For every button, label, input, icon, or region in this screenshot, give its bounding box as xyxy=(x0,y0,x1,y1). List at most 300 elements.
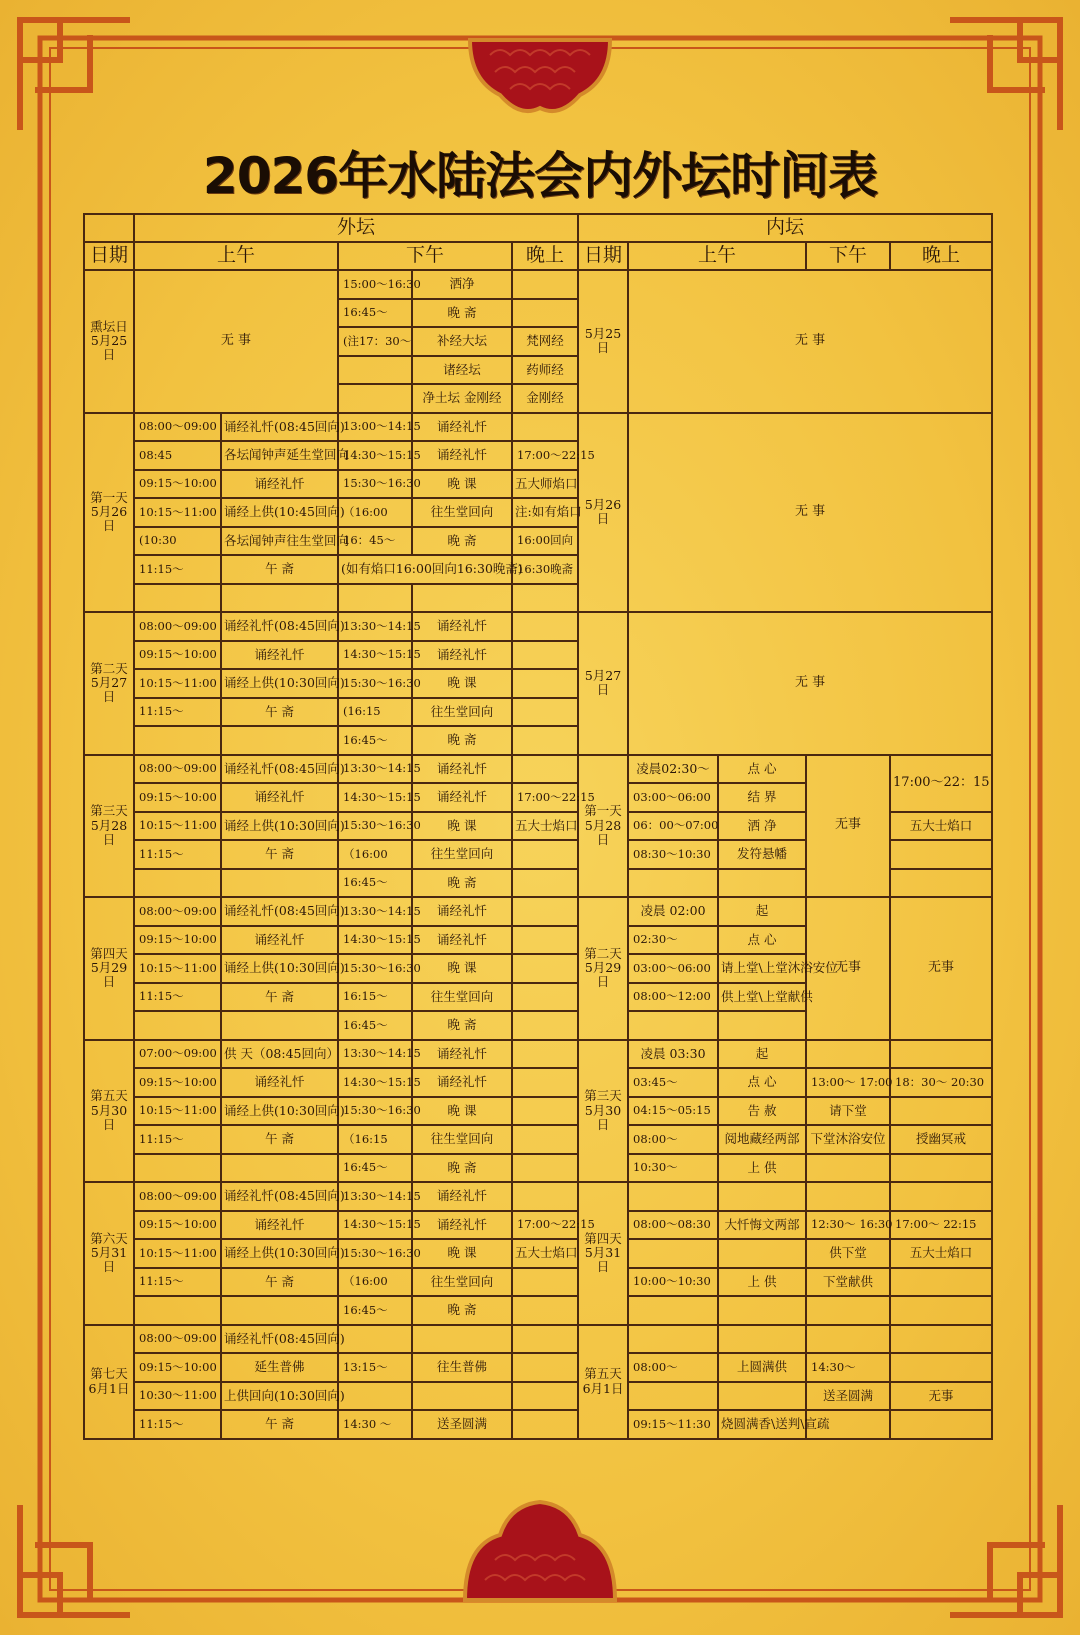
activity-cell: 诵经礼忏 xyxy=(412,755,512,784)
activity-cell: 往生堂回向 xyxy=(412,983,512,1012)
activity-cell xyxy=(806,1296,890,1325)
time-cell: 17:00～22:15 xyxy=(512,1211,578,1240)
schedule-row xyxy=(84,270,992,299)
time-cell: 11:15～ xyxy=(134,1268,221,1297)
activity-cell xyxy=(806,1154,890,1183)
activity-cell: 无事 xyxy=(806,897,890,1040)
activity-cell: 诵经礼忏(08:45回向) xyxy=(221,612,338,641)
activity-cell xyxy=(806,1040,890,1069)
time-cell: 08:00～09:00 xyxy=(134,1182,221,1211)
inner-evening-header: 晚上 xyxy=(890,242,992,270)
activity-cell xyxy=(134,584,221,613)
activity-cell xyxy=(512,299,578,328)
time-cell: 17:00～22:15 xyxy=(512,783,578,812)
inner-date-header: 日期 xyxy=(578,242,628,270)
date-cell: 第一天 5月26日 xyxy=(84,413,134,613)
activity-cell: 诵经礼忏 xyxy=(412,441,512,470)
activity-cell xyxy=(890,840,992,869)
time-cell: 10:15～11:00 xyxy=(134,1097,221,1126)
activity-cell xyxy=(134,1296,221,1325)
activity-cell: 诵经礼忏(08:45回向) xyxy=(221,1182,338,1211)
time-cell: （16:00 xyxy=(338,1268,412,1297)
activity-cell: 阅地藏经两部 xyxy=(718,1125,806,1154)
date-cell: 熏坛日 5月25日 xyxy=(84,270,134,413)
activity-cell: 午 斋 xyxy=(221,555,338,584)
schedule-table xyxy=(83,213,993,1440)
time-cell: 15:00～16:30 xyxy=(338,270,412,299)
activity-cell xyxy=(718,869,806,898)
activity-cell xyxy=(134,1154,221,1183)
time-cell: 08:45 xyxy=(134,441,221,470)
time-cell: 14:30～15:15 xyxy=(338,641,412,670)
time-cell: 11:15～ xyxy=(134,1410,221,1439)
time-cell: 10:15～11:00 xyxy=(134,669,221,698)
activity-cell: 供 天（08:45回向） xyxy=(221,1040,338,1069)
activity-cell: 凌晨 02:00 xyxy=(628,897,718,926)
activity-cell xyxy=(512,726,578,755)
activity-cell xyxy=(890,869,992,898)
activity-cell: 金刚经 xyxy=(512,384,578,413)
activity-cell: 晚 斋 xyxy=(412,299,512,328)
activity-cell xyxy=(338,1325,412,1354)
activity-cell: 晚 课 xyxy=(412,669,512,698)
time-cell: 18：30～ 20:30 xyxy=(890,1068,992,1097)
activity-cell xyxy=(512,954,578,983)
activity-cell: 晚 斋 xyxy=(412,1154,512,1183)
activity-cell xyxy=(628,1239,718,1268)
activity-cell xyxy=(512,983,578,1012)
activity-cell: 上圆满供 xyxy=(718,1353,806,1382)
activity-cell xyxy=(412,1325,512,1354)
activity-cell: 午 斋 xyxy=(221,1125,338,1154)
time-cell: 10:15～11:00 xyxy=(134,498,221,527)
activity-cell: 净土坛 金刚经 xyxy=(412,384,512,413)
activity-cell: 五大士焰口 xyxy=(512,812,578,841)
time-cell: 08:00～12:00 xyxy=(628,983,718,1012)
activity-cell: 结 界 xyxy=(718,783,806,812)
date-cell: 第五天 5月30日 xyxy=(84,1040,134,1183)
activity-cell: 诵经礼忏 xyxy=(412,1211,512,1240)
activity-cell xyxy=(221,869,338,898)
time-cell: 13:15～ xyxy=(338,1353,412,1382)
activity-cell: 五大士焰口 xyxy=(890,1239,992,1268)
activity-cell xyxy=(512,698,578,727)
activity-cell xyxy=(221,1296,338,1325)
activity-cell: 往生堂回向 xyxy=(412,698,512,727)
activity-cell xyxy=(512,1268,578,1297)
activity-cell: 诵经礼忏 xyxy=(221,641,338,670)
time-cell: 11:15～ xyxy=(134,555,221,584)
activity-cell xyxy=(512,669,578,698)
activity-cell: 诵经上供(10:30回向) xyxy=(221,1097,338,1126)
activity-cell xyxy=(890,1410,992,1439)
time-cell: 10:00～10:30 xyxy=(628,1268,718,1297)
schedule-row xyxy=(84,1182,992,1211)
activity-cell: 供上堂\上堂献供 xyxy=(718,983,806,1012)
outer-altar-header: 外坛 xyxy=(134,214,578,242)
time-cell: 14:30～15:15 xyxy=(338,1211,412,1240)
time-cell: 10:15～11:00 xyxy=(134,812,221,841)
date-cell: 第三天 5月28日 xyxy=(84,755,134,898)
activity-cell: 告 赦 xyxy=(718,1097,806,1126)
activity-cell xyxy=(338,584,412,613)
activity-cell: 午 斋 xyxy=(221,1410,338,1439)
schedule-row xyxy=(84,755,992,784)
time-cell: 13:00～14:15 xyxy=(338,413,412,442)
activity-cell xyxy=(718,1011,806,1040)
activity-cell: 各坛闻钟声延生堂回向 xyxy=(221,441,338,470)
activity-cell: 烧圆满香\送判\宣疏 xyxy=(718,1410,806,1439)
activity-cell: 往生堂回向 xyxy=(412,498,512,527)
activity-cell xyxy=(221,1011,338,1040)
activity-cell xyxy=(512,413,578,442)
activity-cell: 诵经上供(10:30回向) xyxy=(221,669,338,698)
activity-cell: 诵经礼忏(08:45回向) xyxy=(221,1325,338,1354)
date-cell: 第七天 6月1日 xyxy=(84,1325,134,1439)
activity-cell: 诵经礼忏 xyxy=(412,612,512,641)
time-cell: 08:00～09:00 xyxy=(134,612,221,641)
activity-cell: 往生堂回向 xyxy=(412,1125,512,1154)
activity-cell xyxy=(134,869,221,898)
activity-cell: 请上堂\上堂沐浴安位 xyxy=(718,954,806,983)
activity-cell xyxy=(512,1154,578,1183)
time-cell: 13:30～14:15 xyxy=(338,1182,412,1211)
time-cell: 13:30～14:15 xyxy=(338,897,412,926)
outer-evening-header: 晚上 xyxy=(512,242,578,270)
activity-cell xyxy=(718,1296,806,1325)
activity-cell: 无 事 xyxy=(628,270,992,413)
activity-cell: 晚 课 xyxy=(412,1097,512,1126)
activity-cell: 上 供 xyxy=(718,1268,806,1297)
time-cell: 14:30～15:15 xyxy=(338,783,412,812)
time-cell: 13:30～14:15 xyxy=(338,612,412,641)
activity-cell: 晚 斋 xyxy=(412,869,512,898)
inner-afternoon-header: 下午 xyxy=(806,242,890,270)
activity-cell xyxy=(628,1296,718,1325)
time-cell: 09:15～10:00 xyxy=(134,926,221,955)
activity-cell xyxy=(890,1353,992,1382)
activity-cell: 请下堂 xyxy=(806,1097,890,1126)
activity-cell: 晚 斋 xyxy=(412,1296,512,1325)
activity-cell: 诵经礼忏 xyxy=(221,926,338,955)
schedule-row xyxy=(84,1410,992,1439)
activity-cell: 无事 xyxy=(890,1382,992,1411)
activity-cell: 往生堂回向 xyxy=(412,1268,512,1297)
schedule-row xyxy=(84,1325,992,1354)
activity-cell: 药师经 xyxy=(512,356,578,385)
time-cell: 09:15～10:00 xyxy=(134,1068,221,1097)
activity-cell xyxy=(628,1182,718,1211)
activity-cell: 诵经上供(10:30回向) xyxy=(221,954,338,983)
activity-cell: 诵经礼忏 xyxy=(221,470,338,499)
inner-morning-header: 上午 xyxy=(628,242,806,270)
cloud-ornament-bottom-icon xyxy=(465,1502,615,1600)
activity-cell: 诵经礼忏 xyxy=(412,897,512,926)
activity-cell: 晚 课 xyxy=(412,1239,512,1268)
activity-cell xyxy=(890,1268,992,1297)
outer-date-header: 日期 xyxy=(84,242,134,270)
time-cell: (10:30 xyxy=(134,527,221,556)
activity-cell: 诵经上供(10:30回向) xyxy=(221,812,338,841)
activity-cell: 午 斋 xyxy=(221,698,338,727)
time-cell: 15:30～16:30 xyxy=(338,954,412,983)
inner-altar-header: 内坛 xyxy=(578,214,992,242)
activity-cell: 补经大坛 xyxy=(412,327,512,356)
activity-cell xyxy=(512,869,578,898)
activity-cell: 凌晨02:30～ xyxy=(628,755,718,784)
time-cell: 15:30～16:30 xyxy=(338,470,412,499)
schedule-row xyxy=(84,1097,992,1126)
time-cell: (注17：30～ xyxy=(338,327,412,356)
activity-cell: 诵经礼忏 xyxy=(412,1040,512,1069)
activity-cell xyxy=(512,755,578,784)
activity-cell xyxy=(512,1068,578,1097)
activity-cell xyxy=(890,1154,992,1183)
outer-morning-header: 上午 xyxy=(134,242,338,270)
time-cell: 16:45～ xyxy=(338,869,412,898)
activity-cell: 梵网经 xyxy=(512,327,578,356)
activity-cell xyxy=(628,869,718,898)
schedule-row xyxy=(84,1239,992,1268)
cloud-ornament-top-icon xyxy=(470,40,610,111)
time-cell: 15:30～16:30 xyxy=(338,1239,412,1268)
time-cell: 14:30～15:15 xyxy=(338,1068,412,1097)
activity-cell: 上供回向(10:30回向) xyxy=(221,1382,338,1411)
activity-cell xyxy=(221,1154,338,1183)
date-cell: 5月25日 xyxy=(578,270,628,413)
activity-cell: 午 斋 xyxy=(221,1268,338,1297)
time-cell: 16:45～ xyxy=(338,1011,412,1040)
activity-cell xyxy=(221,726,338,755)
activity-cell xyxy=(806,1182,890,1211)
activity-cell xyxy=(338,384,412,413)
activity-cell xyxy=(890,1097,992,1126)
activity-cell xyxy=(628,1382,718,1411)
activity-cell: 延生普佛 xyxy=(221,1353,338,1382)
time-cell: 16:45～ xyxy=(338,726,412,755)
activity-cell xyxy=(512,1011,578,1040)
activity-cell xyxy=(338,1382,412,1411)
time-cell: 06：00～07:00 xyxy=(628,812,718,841)
activity-cell xyxy=(512,612,578,641)
time-cell: 16:45～ xyxy=(338,1296,412,1325)
activity-cell xyxy=(718,1239,806,1268)
activity-cell: 诵经礼忏(08:45回向) xyxy=(221,413,338,442)
column-header-row xyxy=(84,242,992,270)
activity-cell: 诵经礼忏 xyxy=(412,1182,512,1211)
activity-cell xyxy=(512,1040,578,1069)
schedule-row xyxy=(84,1154,992,1183)
activity-cell: 无 事 xyxy=(134,270,338,413)
time-cell: 11:15～ xyxy=(134,698,221,727)
activity-cell: 下堂沐浴安位 xyxy=(806,1125,890,1154)
activity-cell xyxy=(512,1182,578,1211)
date-cell: 第三天 5月30日 xyxy=(578,1040,628,1183)
activity-cell: 诵经上供(10:45回向) xyxy=(221,498,338,527)
activity-cell xyxy=(890,1296,992,1325)
activity-cell: 诵经礼忏 xyxy=(412,641,512,670)
activity-cell: 起 xyxy=(718,897,806,926)
time-cell: 03:45～ xyxy=(628,1068,718,1097)
activity-cell: 无事 xyxy=(806,755,890,898)
outer-afternoon-header: 下午 xyxy=(338,242,512,270)
activity-cell xyxy=(512,641,578,670)
activity-cell: 晚 课 xyxy=(412,470,512,499)
time-cell: 14:30 ～ xyxy=(338,1410,412,1439)
schedule-row xyxy=(84,1296,992,1325)
activity-cell: 发符悬幡 xyxy=(718,840,806,869)
time-cell: 16：45～ xyxy=(338,527,412,556)
time-cell: 10:15～11:00 xyxy=(134,1239,221,1268)
activity-cell: 无 事 xyxy=(628,612,992,755)
time-cell: 09:15～11:30 xyxy=(628,1410,718,1439)
activity-cell: (如有焰口16:00回向16:30晚斋) xyxy=(338,555,512,584)
activity-cell xyxy=(338,356,412,385)
time-cell: 10:30～ xyxy=(628,1154,718,1183)
activity-cell xyxy=(890,1040,992,1069)
time-cell: 13:30～14:15 xyxy=(338,1040,412,1069)
activity-cell: 晚 斋 xyxy=(412,527,512,556)
activity-cell xyxy=(512,270,578,299)
date-cell: 5月26日 xyxy=(578,413,628,613)
activity-cell: 送圣圆满 xyxy=(412,1410,512,1439)
time-cell: 11:15～ xyxy=(134,1125,221,1154)
time-cell: 08:00～08:30 xyxy=(628,1211,718,1240)
activity-cell: 点 心 xyxy=(718,926,806,955)
activity-cell: 大忏悔文两部 xyxy=(718,1211,806,1240)
schedule-row xyxy=(84,612,992,641)
activity-cell xyxy=(718,1182,806,1211)
time-cell: 08:00～ xyxy=(628,1353,718,1382)
activity-cell: 送圣圆满 xyxy=(806,1382,890,1411)
time-cell: 03:00～06:00 xyxy=(628,954,718,983)
date-cell: 第二天 5月29日 xyxy=(578,897,628,1040)
activity-cell: 点 心 xyxy=(718,755,806,784)
schedule-row xyxy=(84,1125,992,1154)
time-cell: 13:00～ 17:00 xyxy=(806,1068,890,1097)
schedule-row xyxy=(84,1268,992,1297)
time-cell: 17:00～22:15 xyxy=(512,441,578,470)
activity-cell xyxy=(806,1325,890,1354)
time-cell: 09:15～10:00 xyxy=(134,783,221,812)
time-cell: 10:30～11:00 xyxy=(134,1382,221,1411)
schedule-row xyxy=(84,1353,992,1382)
activity-cell: 往生堂回向 xyxy=(412,840,512,869)
date-cell: 第五天 6月1日 xyxy=(578,1325,628,1439)
activity-cell: 诵经礼忏 xyxy=(412,783,512,812)
activity-cell: 午 斋 xyxy=(221,983,338,1012)
activity-cell xyxy=(512,926,578,955)
schedule-row xyxy=(84,897,992,926)
time-cell: 08:00～ xyxy=(628,1125,718,1154)
date-cell: 第四天 5月31日 xyxy=(578,1182,628,1325)
activity-cell: 供下堂 xyxy=(806,1239,890,1268)
time-cell: 15:30～16:30 xyxy=(338,1097,412,1126)
activity-cell: 注:如有焰口 xyxy=(512,498,578,527)
schedule-row xyxy=(84,1382,992,1411)
activity-cell: 诸经坛 xyxy=(412,356,512,385)
activity-cell: 无 事 xyxy=(628,413,992,613)
schedule-row xyxy=(84,1040,992,1069)
activity-cell: 下堂献供 xyxy=(806,1268,890,1297)
time-cell: 03:00～06:00 xyxy=(628,783,718,812)
time-cell: 08:00～09:00 xyxy=(134,413,221,442)
corner-cell xyxy=(84,214,134,242)
time-cell: 07:00～09:00 xyxy=(134,1040,221,1069)
activity-cell: 五大士焰口 xyxy=(890,812,992,841)
time-cell: （16:15 xyxy=(338,1125,412,1154)
date-cell: 第四天 5月29日 xyxy=(84,897,134,1040)
time-cell: 14:30～15:15 xyxy=(338,926,412,955)
activity-cell: 诵经礼忏 xyxy=(221,783,338,812)
activity-cell xyxy=(134,1011,221,1040)
time-cell: 15:30～16:30 xyxy=(338,669,412,698)
time-cell: 15:30～16:30 xyxy=(338,812,412,841)
activity-cell xyxy=(512,897,578,926)
time-cell: 14:30～ xyxy=(806,1353,890,1382)
activity-cell xyxy=(512,1125,578,1154)
activity-cell: 晚 斋 xyxy=(412,726,512,755)
time-cell: 13:30～14:15 xyxy=(338,755,412,784)
schedule-row xyxy=(84,1068,992,1097)
activity-cell: 晚 课 xyxy=(412,812,512,841)
time-cell: 16:15～ xyxy=(338,983,412,1012)
time-cell: 16:30晚斋 xyxy=(512,555,578,584)
activity-cell xyxy=(512,1353,578,1382)
activity-cell xyxy=(628,1011,718,1040)
time-cell: 16:45～ xyxy=(338,299,412,328)
activity-cell xyxy=(512,584,578,613)
activity-cell xyxy=(628,1325,718,1354)
activity-cell: 起 xyxy=(718,1040,806,1069)
activity-cell xyxy=(512,1296,578,1325)
date-cell: 第六天 5月31日 xyxy=(84,1182,134,1325)
date-cell: 5月27日 xyxy=(578,612,628,755)
activity-cell: 五大师焰口 xyxy=(512,470,578,499)
activity-cell: 点 心 xyxy=(718,1068,806,1097)
activity-cell xyxy=(512,1097,578,1126)
time-cell: 02:30～ xyxy=(628,926,718,955)
activity-cell: 凌晨 03:30 xyxy=(628,1040,718,1069)
activity-cell: 诵经礼忏 xyxy=(221,1211,338,1240)
activity-cell xyxy=(412,584,512,613)
activity-cell: 授幽冥戒 xyxy=(890,1125,992,1154)
activity-cell: 晚 课 xyxy=(412,954,512,983)
activity-cell: 诵经礼忏(08:45回向) xyxy=(221,897,338,926)
time-cell: 08:00～09:00 xyxy=(134,755,221,784)
activity-cell: 五大士焰口 xyxy=(512,1239,578,1268)
activity-cell xyxy=(512,840,578,869)
activity-cell: 无事 xyxy=(890,897,992,1040)
time-cell: 09:15～10:00 xyxy=(134,470,221,499)
time-cell: 11:15～ xyxy=(134,840,221,869)
activity-cell: 诵经礼忏(08:45回向) xyxy=(221,755,338,784)
time-cell: （16:00 xyxy=(338,840,412,869)
time-cell: 16:00回向 xyxy=(512,527,578,556)
time-cell: 08:30～10:30 xyxy=(628,840,718,869)
time-cell: 11:15～ xyxy=(134,983,221,1012)
activity-cell xyxy=(412,1382,512,1411)
time-cell: 04:15～05:15 xyxy=(628,1097,718,1126)
activity-cell xyxy=(512,1410,578,1439)
time-cell: 08:00～09:00 xyxy=(134,1325,221,1354)
time-cell: (16:15 xyxy=(338,698,412,727)
time-cell: 10:15～11:00 xyxy=(134,954,221,983)
activity-cell: 洒 净 xyxy=(718,812,806,841)
activity-cell: 上 供 xyxy=(718,1154,806,1183)
time-cell: 09:15～10:00 xyxy=(134,641,221,670)
date-cell: 第二天 5月27日 xyxy=(84,612,134,755)
